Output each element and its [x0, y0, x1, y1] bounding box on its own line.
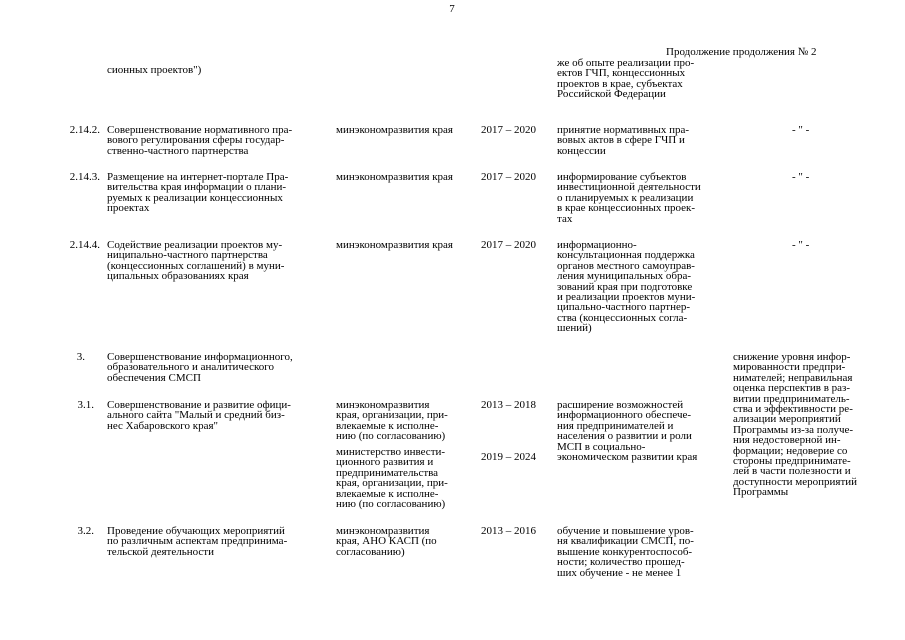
- row-number: 2.14.3.: [69, 171, 100, 183]
- row-result: информационно- консультационная поддержка органов местного самоуправ- ления муниципальных обра- зований края при подготовке и реализации проектов муни- ципально-частного партнер- ства (концессионных согла- шений): [557, 239, 696, 335]
- row-name: Содействие реализации проектов му- ниципально-частного партнерства (концессионных соглашений) в муни- ципальных образованиях края: [107, 239, 285, 283]
- row-period: 2017 – 2020: [481, 124, 536, 136]
- row-number: 3.: [76, 351, 85, 363]
- row-result: информирование субъектов инвестиционной деятельности о планируемых к реализации в крае концессионных проек- тах: [557, 171, 701, 225]
- fragment-result: же об опыте реализации про- ектов ГЧП, концессионных проектов в крае, субъектах Российской Федерации: [557, 57, 695, 101]
- row-period: 2013 – 2016: [481, 525, 536, 537]
- row-number: 3.2.: [77, 525, 94, 537]
- row-consequence: снижение уровня инфор- мированности предпри- нимателей; неправильная оценка перспектив в раз- витии предприниматель- ства и эффективности ре- ализации мероприятий Программы из-за получе- ния недостоверной ин- формации; недоверие со стороны предпринимате- лей в части полезности и доступности мероприятий Программы: [733, 351, 858, 499]
- row-number: 3.1.: [77, 399, 94, 411]
- row-result: обучение и повышение уров- ня квалификации СМСП, по- вышение конкурентоспособ- ности; количество прошед- ших обучение - не менее 1: [557, 525, 694, 579]
- row-executor: минэкономразвития края: [336, 239, 453, 251]
- continuation-title: Продолжение продолжения № 2: [666, 46, 817, 58]
- row-consequence: - " -: [792, 124, 810, 136]
- row-number: 2.14.2.: [69, 124, 100, 136]
- row-period: 2017 – 2020: [481, 239, 536, 251]
- row-number: 2.14.4.: [69, 239, 100, 251]
- row-executor-1: минэкономразвития края, организации, при- влекаемые к исполне- нию (по согласованию): [336, 399, 448, 443]
- fragment-name: сионных проектов"): [107, 64, 202, 76]
- row-name: Совершенствование нормативного пра- вового регулирования сферы государ- ственно-частного партнерства: [107, 124, 293, 157]
- row-executor-2: министерство инвести- ционного развития и предпринимательства края, организации, при- влекаемые к исполне- нию (по согласованию): [336, 446, 448, 511]
- row-period-2: 2019 – 2024: [481, 451, 536, 463]
- row-executor: минэкономразвития края: [336, 124, 453, 136]
- row-period: 2017 – 2020: [481, 171, 536, 183]
- row-executor: минэкономразвития края, АНО КАСП (по согласованию): [336, 525, 437, 558]
- row-consequence: - " -: [792, 171, 810, 183]
- row-name: Размещение на интернет-портале Пра- вительства края информации о плани- руемых к реализации концессионных проектах: [107, 171, 289, 215]
- row-period-1: 2013 – 2018: [481, 399, 536, 411]
- row-name: Проведение обучающих мероприятий по различным аспектам предпринима- тельской деятельности: [107, 525, 288, 558]
- row-result: расширение возможностей информационного обеспече- ния предпринимателей и населения о развитии и роли МСП в социально- экономическом развитии края: [557, 399, 698, 464]
- row-result: принятие нормативных пра- вовых актов в сфере ГЧП и концессии: [557, 124, 690, 157]
- row-executor: минэкономразвития края: [336, 171, 453, 183]
- page-number: 7: [449, 3, 455, 15]
- row-name: Совершенствование и развитие офици- ального сайта "Малый и средний биз- нес Хабаровского края": [107, 399, 291, 432]
- row-consequence: - " -: [792, 239, 810, 251]
- row-name: Совершенствование информационного, образовательного и аналитического обеспечения СМСП: [107, 351, 293, 384]
